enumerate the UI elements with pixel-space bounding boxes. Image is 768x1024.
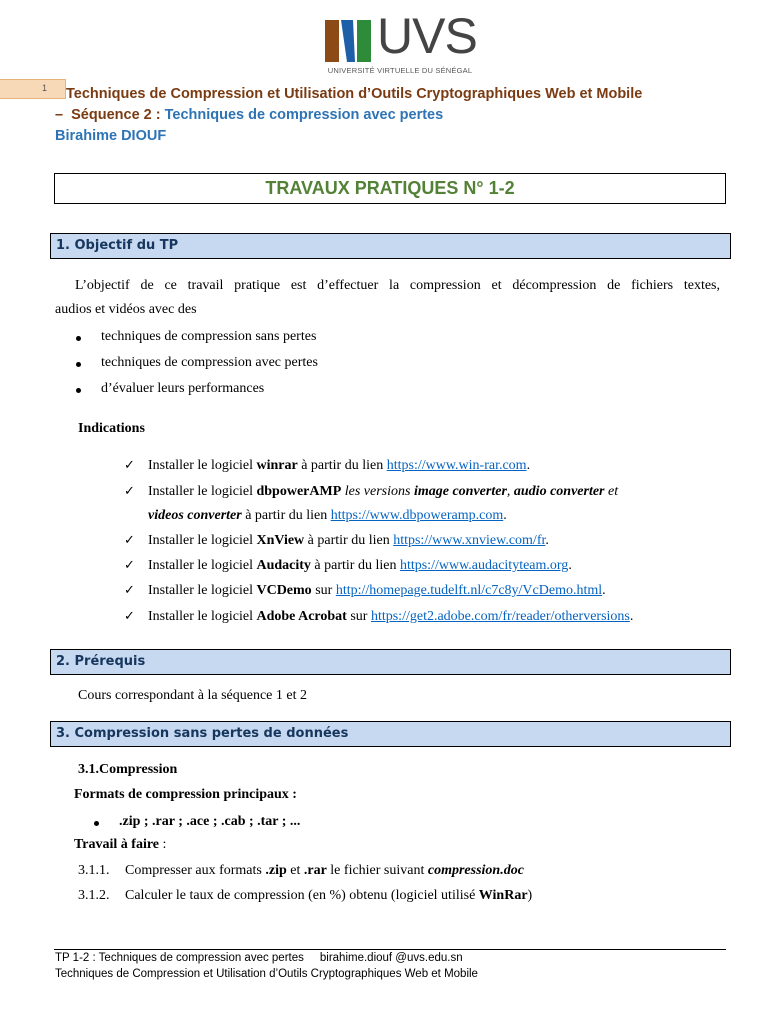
- footer-divider: [54, 949, 726, 950]
- logo-subtitle: UNIVERSITÉ VIRTUELLE DU SÉNÉGAL: [327, 66, 473, 75]
- indications-label: Indications: [78, 421, 145, 436]
- section-heading-text: 2. Prérequis: [56, 654, 146, 669]
- indication-item: ✓ Installer le logiciel Adobe Acrobat sur https://get2.adobe.com/fr/reader/otherversions.: [124, 609, 634, 624]
- travail-label: Travail à faire :: [74, 837, 167, 852]
- section-heading-prerequis: [50, 649, 731, 675]
- section-heading-compression: [50, 721, 731, 747]
- task-item: 3.1.1. Compresser aux formats .zip et .rar le fichier suivant compression.doc: [78, 863, 524, 878]
- check-icon: ✓: [124, 484, 135, 499]
- formats-label: Formats de compression principaux :: [74, 787, 297, 802]
- section-heading-objectif: [50, 233, 731, 259]
- check-icon: ✓: [124, 583, 135, 598]
- check-icon: ✓: [124, 609, 135, 624]
- course-title: Techniques de Compression et Utilisation d’Outils Cryptographiques Web et Mobile: [66, 86, 643, 102]
- indication-item: ✓ Installer le logiciel VCDemo sur http://homepage.tudelft.nl/c7c8y/VcDemo.html.: [124, 583, 606, 598]
- prerequis-text: Cours correspondant à la séquence 1 et 2: [78, 688, 307, 703]
- bullet-item: techniques de compression avec pertes: [101, 355, 318, 371]
- logo-name: UVS: [377, 8, 477, 64]
- indication-item: ✓ Installer le logiciel dbpowerAMP les versions image converter, audio converter et: [124, 484, 619, 499]
- footer-line-2: Techniques de Compression et Utilisation d’Outils Cryptographiques Web et Mobile: [55, 968, 478, 980]
- intro-line-1: L’objectif de ce travail pratique est d’effectuer la compression et décompression de fichiers textes,: [75, 278, 720, 293]
- footer-line-1: TP 1-2 : Techniques de compression avec pertes birahime.diouf @uvs.edu.sn: [55, 952, 463, 964]
- author: Birahime DIOUF: [55, 128, 167, 144]
- subsection-title: 3.1.Compression: [78, 762, 178, 777]
- link-dbpoweramp[interactable]: https://www.dbpoweramp.com: [330, 508, 504, 523]
- task-item: 3.1.2. Calculer le taux de compression (en %) obtenu (logiciel utilisé WinRar): [78, 888, 533, 903]
- section-heading-text: 3. Compression sans pertes de données: [56, 726, 349, 741]
- link-vcdemo[interactable]: http://homepage.tudelft.nl/c7c8y/VcDemo.html: [335, 583, 603, 598]
- link-adobe[interactable]: https://get2.adobe.com/fr/reader/otherversions: [370, 609, 630, 624]
- page-title-box: [54, 173, 726, 204]
- link-audacity[interactable]: https://www.audacityteam.org: [399, 558, 569, 573]
- check-icon: ✓: [124, 458, 135, 473]
- indication-item: ✓ Installer le logiciel winrar à partir du lien https://www.win-rar.com.: [124, 458, 531, 473]
- indication-item: ✓ Installer le logiciel XnView à partir du lien https://www.xnview.com/fr.: [124, 533, 549, 548]
- check-icon: ✓: [124, 533, 135, 548]
- dash: –: [55, 107, 64, 123]
- page-title: TRAVAUX PRATIQUES N° 1-2: [265, 178, 515, 198]
- bullet-item: d’évaluer leurs performances: [101, 381, 264, 397]
- section-heading-text: 1. Objectif du TP: [56, 238, 179, 253]
- sequence-title: Techniques de compression avec pertes: [164, 107, 444, 123]
- page-number-tab: [0, 79, 66, 99]
- formats-bullet: .zip ; .rar ; .ace ; .cab ; .tar ; ...: [119, 814, 300, 830]
- link-xnview[interactable]: https://www.xnview.com/fr: [393, 533, 546, 548]
- check-icon: ✓: [124, 558, 135, 573]
- sequence-label: Séquence 2 :: [71, 107, 161, 123]
- indication-item: ✓ Installer le logiciel Audacity à partir du lien https://www.audacityteam.org.: [124, 558, 572, 573]
- uvs-logo: [325, 8, 477, 80]
- indication-item-continued: videos converter à partir du lien https://www.dbpoweramp.com.: [148, 508, 507, 523]
- sequence-line: [55, 107, 443, 123]
- page-number: 1: [41, 83, 47, 93]
- logo-bars-icon: [325, 20, 377, 62]
- link-winrar[interactable]: https://www.win-rar.com: [386, 458, 527, 473]
- bullet-item: techniques de compression sans pertes: [101, 329, 316, 345]
- intro-line-2: audios et vidéos avec des: [55, 302, 197, 317]
